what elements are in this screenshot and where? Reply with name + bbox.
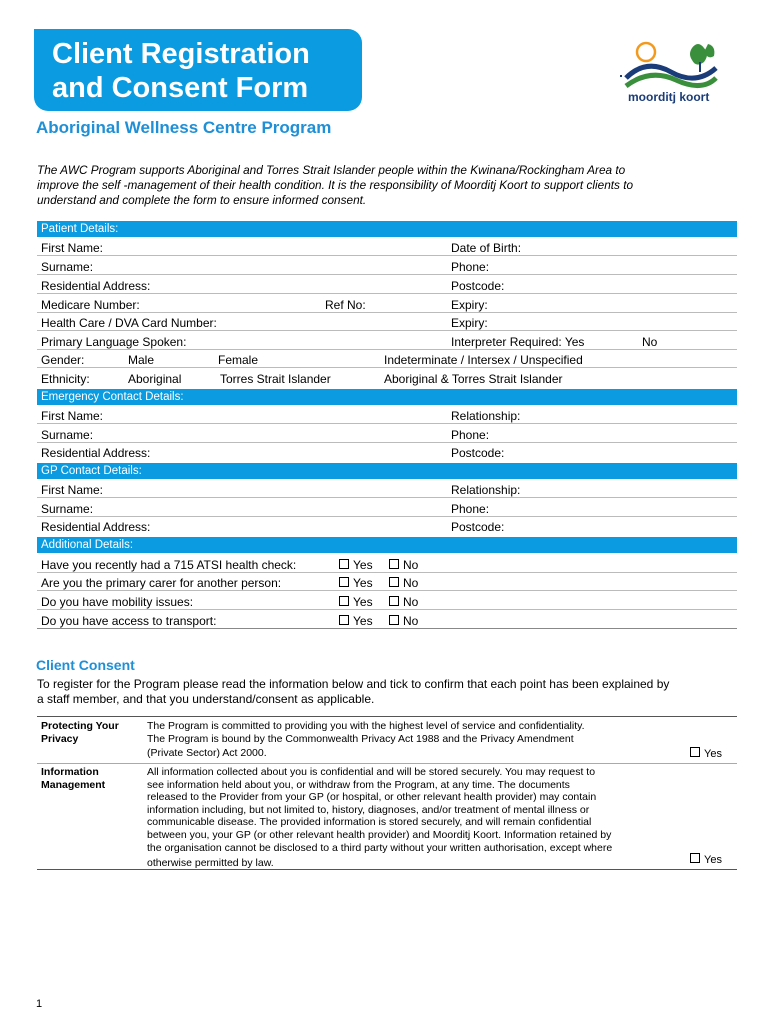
information-text-line: see information held about you, or withdraw from the Program, at any time. The documents — [147, 778, 570, 791]
information-label-line: Management — [41, 779, 106, 791]
question-label: Are you the primary carer for another person: — [41, 576, 282, 590]
information-label — [41, 766, 105, 792]
checkbox-icon — [389, 559, 399, 569]
no-label: No — [403, 576, 419, 590]
no-checkbox[interactable] — [389, 576, 418, 590]
yes-label: Yes — [353, 595, 373, 609]
patient-medicare-row[interactable] — [37, 295, 737, 313]
information-text — [147, 766, 612, 870]
privacy-text-line: (Private Sector) Act 2000. — [147, 747, 267, 760]
yes-label: Yes — [353, 558, 373, 572]
yes-label: Yes — [704, 854, 722, 866]
intro-line: understand and complete the form to ensure informed consent. — [37, 193, 367, 207]
yes-label: Yes — [353, 614, 373, 628]
information-text-line: otherwise permitted by law. — [147, 857, 274, 870]
consent-table-bottom-rule — [37, 869, 737, 870]
consent-intro-line: a staff member, and that you understand/consent as applicable. — [37, 692, 375, 706]
information-yes-checkbox[interactable] — [690, 853, 722, 866]
page-subtitle: Aboriginal Wellness Centre Program — [36, 118, 332, 137]
no-checkbox[interactable] — [389, 558, 418, 572]
question-row — [37, 611, 737, 629]
question-label: Have you recently had a 715 ATSI health check: — [41, 558, 297, 572]
consent-table-top-rule — [37, 716, 737, 717]
postcode-label: Postcode: — [451, 446, 505, 460]
checkbox-icon — [690, 747, 700, 757]
address-label: Residential Address: — [41, 279, 151, 293]
ethnicity-both-option[interactable]: Aboriginal & Torres Strait Islander — [384, 372, 563, 386]
checkbox-icon — [389, 596, 399, 606]
surname-label: Surname: — [41, 260, 94, 274]
title-line-2: and Consent Form — [52, 72, 309, 104]
consent-intro — [37, 677, 737, 707]
yes-label: Yes — [704, 748, 722, 760]
question-label: Do you have mobility issues: — [41, 595, 194, 609]
question-label: Do you have access to transport: — [41, 614, 217, 628]
privacy-label-line: Protecting Your — [41, 720, 119, 732]
title-line-1: Client Registration — [52, 38, 310, 70]
gp-surname-row[interactable] — [37, 499, 737, 517]
emergency-contact-heading: Emergency Contact Details: — [37, 389, 737, 405]
patient-first-name-row[interactable] — [37, 238, 737, 256]
information-text-line: the organisation cannot be disclosed to a third party without your written authorisation, except where — [147, 841, 613, 854]
privacy-text-line: The Program is bound by the Commonwealth Privacy Act 1988 and the Privacy Amendment — [147, 732, 574, 745]
yes-checkbox[interactable] — [339, 614, 373, 628]
postcode-label: Postcode: — [451, 520, 505, 534]
gp-first-name-row[interactable] — [37, 480, 737, 498]
intro-line: improve the self -management of their health condition. It is the responsibility of Moorditj Koort to support clients to — [37, 178, 634, 192]
gender-female-option[interactable]: Female — [218, 353, 259, 367]
address-label: Residential Address: — [41, 520, 151, 534]
privacy-text — [147, 720, 585, 760]
patient-address-row[interactable] — [37, 276, 737, 294]
information-text-line: information including, but not limited to, history, diagnoses, and/or treatment of mental illness or — [147, 803, 590, 816]
gp-contact-heading: GP Contact Details: — [37, 463, 737, 479]
relationship-label: Relationship: — [451, 409, 521, 423]
checkbox-icon — [339, 559, 349, 569]
postcode-label: Postcode: — [451, 279, 505, 293]
surname-label: Surname: — [41, 502, 94, 516]
privacy-yes-checkbox[interactable] — [690, 747, 722, 760]
consent-intro-line: To register for the Program please read the information below and tick to confirm that each point has been explained by — [37, 677, 670, 691]
patient-surname-row[interactable] — [37, 257, 737, 275]
question-row — [37, 555, 737, 573]
relationship-label: Relationship: — [451, 483, 521, 497]
phone-label: Phone: — [451, 260, 490, 274]
ethnicity-label: Ethnicity: — [41, 372, 90, 386]
patient-gender-row — [37, 350, 737, 368]
checkbox-icon — [389, 615, 399, 625]
gp-address-row[interactable] — [37, 517, 737, 535]
interpreter-no-option[interactable]: No — [642, 335, 658, 349]
checkbox-icon — [690, 853, 700, 863]
phone-label: Phone: — [451, 428, 490, 442]
gender-label: Gender: — [41, 353, 85, 367]
checkbox-icon — [389, 577, 399, 587]
gender-male-option[interactable]: Male — [128, 353, 155, 367]
yes-label: Yes — [353, 576, 373, 590]
dva-label: Health Care / DVA Card Number: — [41, 316, 217, 330]
no-label: No — [403, 614, 419, 628]
logo-text: moorditj koort — [628, 90, 710, 104]
page-number: 1 — [36, 998, 43, 1010]
yes-checkbox[interactable] — [339, 558, 373, 572]
title-banner — [34, 29, 362, 111]
information-text-line: All information collected about you is confidential and will be stored securely. You may request to — [147, 766, 596, 778]
emergency-first-name-row[interactable] — [37, 406, 737, 424]
information-label-line: Information — [41, 766, 99, 778]
emergency-address-row[interactable] — [37, 443, 737, 461]
gender-indeterminate-option[interactable]: Indeterminate / Intersex / Unspecified — [384, 353, 583, 367]
emergency-surname-row[interactable] — [37, 425, 737, 443]
patient-dva-row[interactable] — [37, 313, 737, 331]
question-row — [37, 573, 737, 591]
yes-checkbox[interactable] — [339, 595, 373, 609]
patient-language-row[interactable] — [37, 332, 737, 350]
phone-label: Phone: — [451, 502, 490, 516]
no-checkbox[interactable] — [389, 614, 418, 628]
information-text-line: released to the Provider from your GP (or hospital, or other relevant health provider) may contain — [147, 791, 597, 804]
privacy-text-line: The Program is committed to providing you with the highest level of service and confidentiality. — [147, 720, 585, 732]
surname-label: Surname: — [41, 428, 94, 442]
medicare-label: Medicare Number: — [41, 298, 140, 312]
date-of-birth-label: Date of Birth: — [451, 241, 522, 255]
expiry-label: Expiry: — [451, 298, 488, 312]
language-label: Primary Language Spoken: — [41, 335, 187, 349]
checkbox-icon — [339, 615, 349, 625]
intro-paragraph — [37, 163, 737, 208]
privacy-label — [41, 720, 119, 746]
information-text-line: communicable disease. The provided information is stored securely, and will remain confidential — [147, 816, 592, 829]
information-text-line: between you, your GP (or other relevant health provider) and Moorditj Koort. Information retained by — [147, 828, 612, 841]
consent-table-row-rule — [37, 763, 737, 764]
client-consent-heading: Client Consent — [36, 657, 135, 673]
no-label: No — [403, 558, 419, 572]
expiry-label: Expiry: — [451, 316, 488, 330]
ref-no-label: Ref No: — [325, 298, 366, 312]
patient-details-heading: Patient Details: — [37, 221, 737, 237]
no-label: No — [403, 595, 419, 609]
ethnicity-tsi-option[interactable]: Torres Strait Islander — [220, 372, 331, 386]
intro-line: The AWC Program supports Aboriginal and Torres Strait Islander people within the Kwinana/Rockingham Area to — [37, 163, 626, 177]
privacy-label-line: Privacy — [41, 733, 79, 745]
no-checkbox[interactable] — [389, 595, 418, 609]
first-name-label: First Name: — [41, 409, 104, 423]
checkbox-icon — [339, 577, 349, 587]
first-name-label: First Name: — [41, 241, 104, 255]
interpreter-yes-option[interactable]: Interpreter Required: Yes — [451, 335, 585, 349]
address-label: Residential Address: — [41, 446, 151, 460]
first-name-label: First Name: — [41, 483, 104, 497]
checkbox-icon — [339, 596, 349, 606]
yes-checkbox[interactable] — [339, 576, 373, 590]
additional-details-heading: Additional Details: — [37, 537, 737, 553]
question-row — [37, 592, 737, 610]
ethnicity-aboriginal-option[interactable]: Aboriginal — [128, 372, 182, 386]
patient-ethnicity-row — [37, 369, 737, 387]
